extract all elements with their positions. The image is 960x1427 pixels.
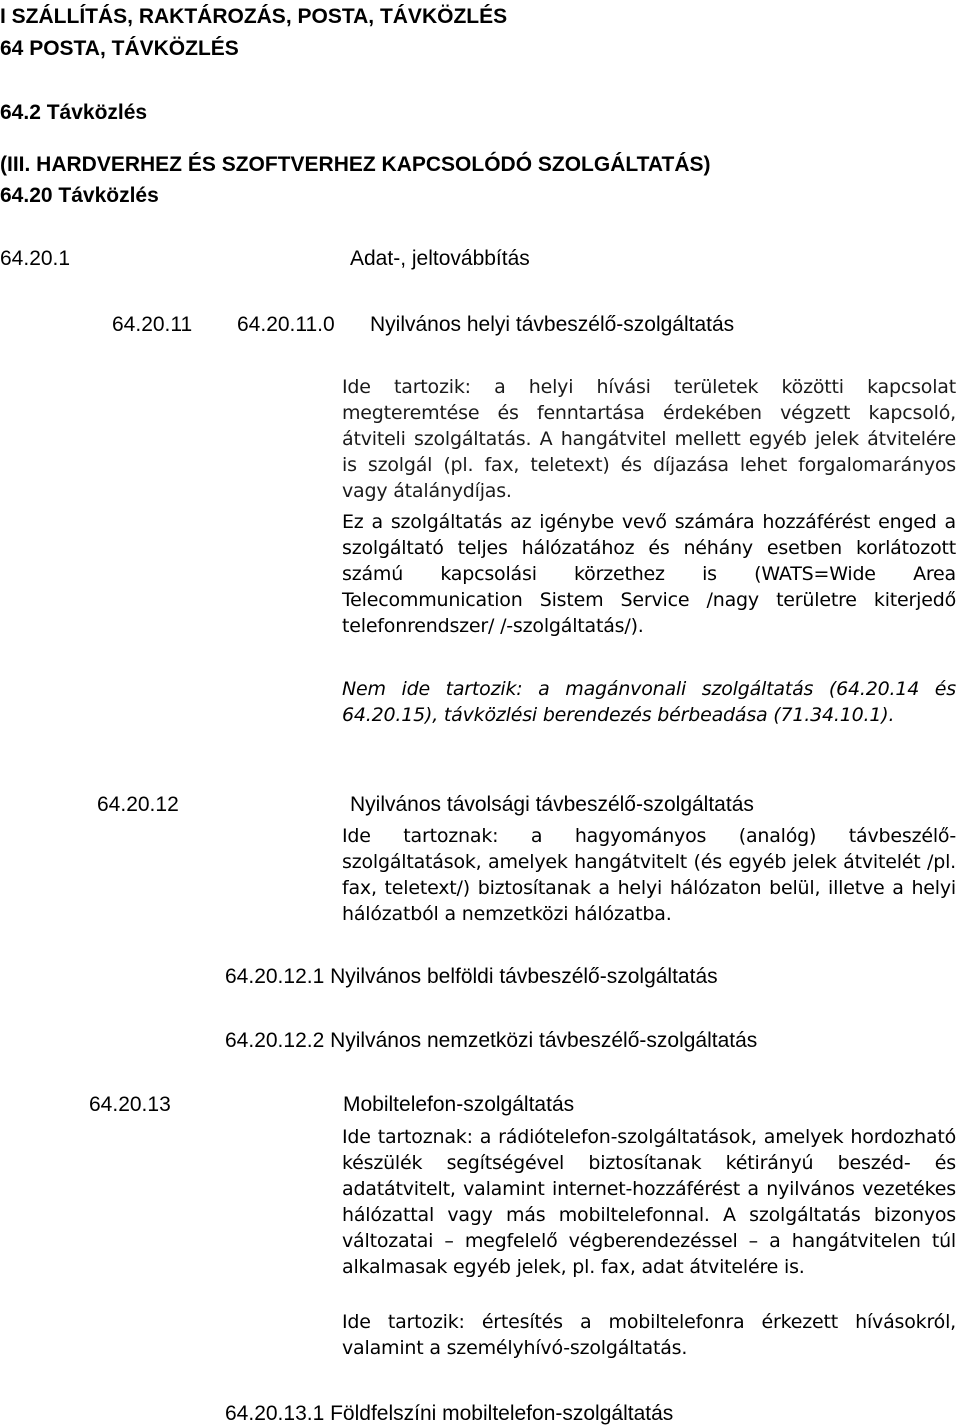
subcode-64-20-11-0: 64.20.11.0: [237, 313, 335, 336]
code-64-20-11: 64.20.11: [112, 313, 193, 336]
title-64-20-1: Adat-, jeltovábbítás: [350, 247, 530, 270]
paragraph-64-20-11-wats: Ez a szolgáltatás az igénybe vevő számára hozzáférést enged a szolgáltató teljes hálózatához és néhány esetben korlátozott számú kapcsolási körzethez is (WATS=Wide Area Telecommunication Sistem Service /nagy területre kiterjedő telefonrendszer/ /-szolgáltatás/).: [342, 511, 956, 637]
paragraph-64-20-11-includes: Ide tartozik: a helyi hívási területek közötti kapcsolat megteremtése és fenntartása érdekében végzett kapcsoló, átviteli szolgáltatás. A hangátvitel mellett egyéb jelek átvitelére is szolgál (pl. fax, teletext) és díjazása lehet forgalomarányos vagy átalánydíjas.: [342, 376, 956, 502]
subitem-64-20-12-2: 64.20.12.2 Nyilvános nemzetközi távbeszélő-szolgáltatás: [225, 1029, 758, 1052]
class-heading: 64.20 Távközlés: [0, 184, 159, 207]
paragraph-64-20-12-includes: Ide tartoznak: a hagyományos (analóg) távbeszélő-szolgáltatások, amelyek hangátvitelt (és egyéb jelek átvitelét /pl. fax, teletext/) biztosítanak a helyi hálózaton belül, illetve a helyi hálózatból a nemzetközi hálózatba.: [342, 825, 956, 925]
paragraph-64-20-13-notification: Ide tartozik: értesítés a mobiltelefonra érkezett hívásokról, valamint a személyhívó-szolgáltatás.: [342, 1311, 956, 1359]
code-64-20-13: 64.20.13: [89, 1093, 171, 1116]
division-heading: 64 POSTA, TÁVKÖZLÉS: [0, 37, 239, 60]
subitem-64-20-12-1: 64.20.12.1 Nyilvános belföldi távbeszélő-szolgáltatás: [225, 965, 718, 988]
code-64-20-1: 64.20.1: [0, 247, 71, 270]
paragraph-64-20-11-excludes: Nem ide tartozik: a magánvonali szolgáltatás (64.20.14 és 64.20.15), távközlési berendezés bérbeadása (71.34.10.1).: [342, 678, 956, 726]
group-heading: 64.2 Távközlés: [0, 101, 148, 124]
title-64-20-12: Nyilvános távolsági távbeszélő-szolgáltatás: [350, 793, 754, 816]
section-heading: I SZÁLLÍTÁS, RAKTÁROZÁS, POSTA, TÁVKÖZLÉS: [0, 5, 508, 28]
paragraph-64-20-13-includes: Ide tartoznak: a rádiótelefon-szolgáltatások, amelyek hordozható készülék segítségével biztosítanak kétirányú beszéd- és adatátvitelt, valamint internet-hozzáférést a nyilvános vezetékes hálózattal vagy más mobiltelefonnal. A szolgáltatás bizonyos változatai – megfelelő végberendezéssel – a hangátvitelen túl alkalmasak egyéb jelek, pl. fax, adat átvitelére is.: [342, 1126, 956, 1278]
code-64-20-12: 64.20.12: [97, 793, 179, 816]
title-64-20-11-0: Nyilvános helyi távbeszélő-szolgáltatás: [370, 313, 735, 336]
category-heading: (III. HARDVERHEZ ÉS SZOFTVERHEZ KAPCSOLÓDÓ SZOLGÁLTATÁS): [0, 153, 711, 176]
subitem-64-20-13-1: 64.20.13.1 Földfelszíni mobiltelefon-szolgáltatás: [225, 1402, 674, 1425]
title-64-20-13: Mobiltelefon-szolgáltatás: [343, 1093, 575, 1116]
